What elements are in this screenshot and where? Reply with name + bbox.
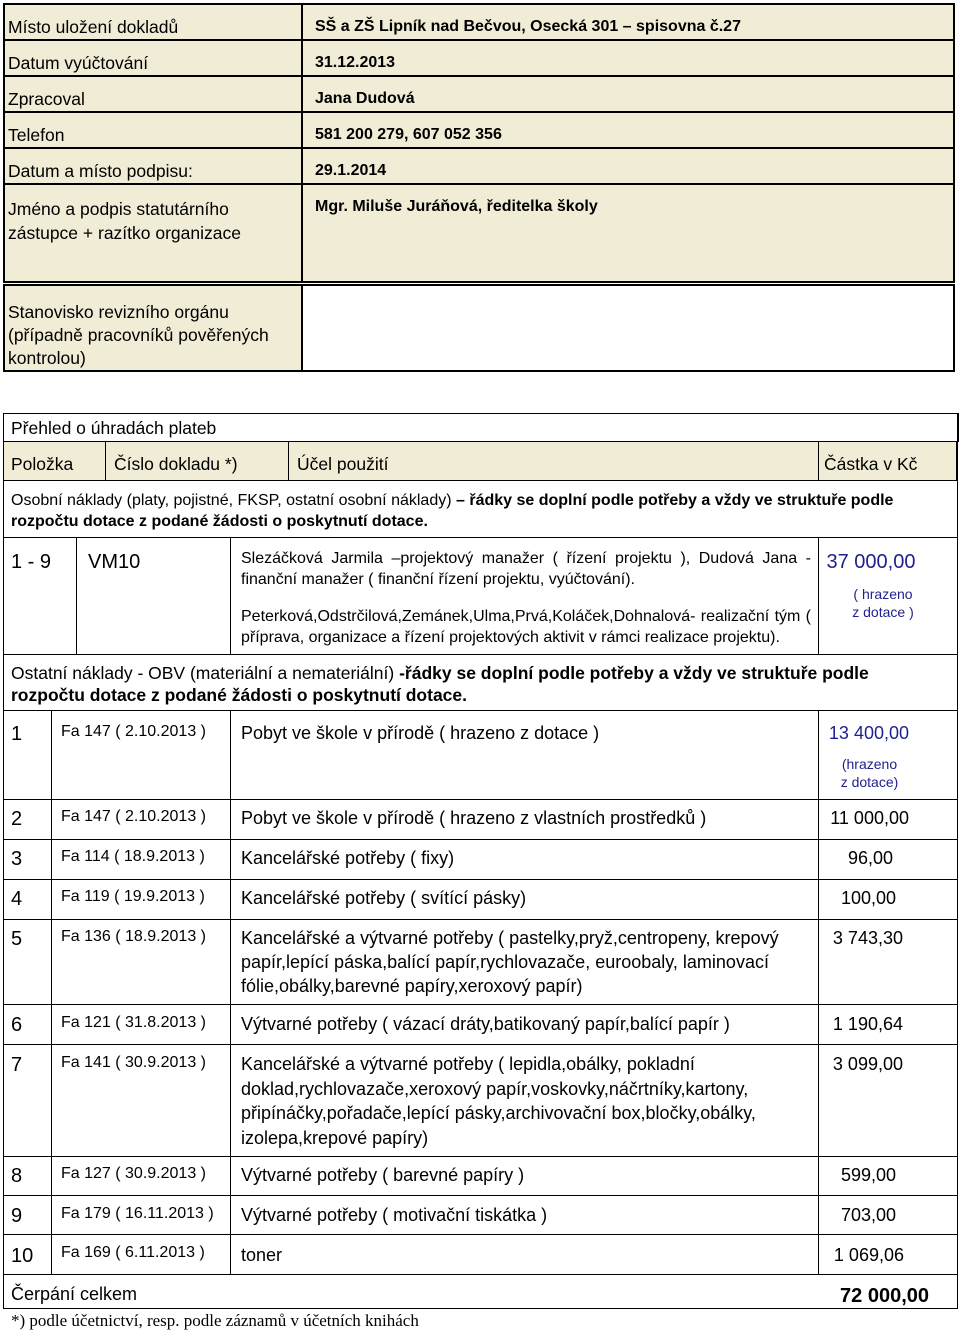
row-separator <box>3 1156 958 1157</box>
item-ucel: Kancelářské potřeby ( fixy) <box>241 848 455 868</box>
row-divider <box>51 1004 52 1044</box>
item-ucel: Kancelářské a výtvarné potřeby ( pastelky,pryž,centropeny, krepový papír,lepící páska,balící papír,rychlovazače, euroobaly, laminovací fólie,obálky,barevné papíry,xeroxový papír) <box>241 928 779 996</box>
osobni-polozka: 1 - 9 <box>11 551 52 573</box>
item-ucel: Výtvarné potřeby ( motivační tiskátka ) <box>241 1205 548 1225</box>
row-separator <box>3 1195 958 1196</box>
row-divider <box>230 919 231 1004</box>
telefon-label-cell <box>4 112 302 148</box>
telefon-label: Telefon <box>8 125 65 145</box>
zpracoval-label-cell <box>4 76 302 112</box>
item-cislo: Fa 119 ( 19.9.2013 ) <box>61 888 205 905</box>
item-polozka: 6 <box>11 1014 23 1036</box>
col-ucel: Účel použití <box>297 454 389 474</box>
item-ucel: Kancelářské a výtvarné potřeby ( lepidla,obálky, pokladní doklad,rychlovazače,xeroxový papír,voskovky,náčrtníky,kartony, připínáčky,pořadače,lepící pásky,archivovační box,bločky,obálky, izolepa,krepové papíry) <box>241 1054 756 1148</box>
item-polozka: 8 <box>11 1165 23 1187</box>
row-divider <box>230 537 231 654</box>
item-ucel: Pobyt ve škole v přírodě ( hrazeno z dotace ) <box>241 723 600 743</box>
item-castka: 703,00 <box>840 1205 896 1225</box>
item-castka: 3 743,30 <box>832 928 903 948</box>
osobni-intro <box>11 491 941 533</box>
item-castka-note-2: z dotace) <box>840 774 899 790</box>
row-divider <box>51 1156 52 1195</box>
item-castka-note-1: (hrazeno <box>841 756 898 772</box>
stanovisko-value-cell <box>302 285 954 371</box>
header-divider <box>818 441 819 481</box>
item-castka: 100,00 <box>840 888 896 908</box>
row-separator <box>3 919 958 920</box>
row-divider <box>76 537 77 654</box>
stanovisko-line3: kontrolou) <box>8 348 86 368</box>
item-polozka: 10 <box>11 1245 34 1267</box>
table-bottom <box>3 1308 958 1309</box>
item-cislo: Fa 179 ( 16.11.2013 ) <box>61 1205 214 1222</box>
stanovisko-table <box>3 284 955 372</box>
row-divider <box>51 879 52 919</box>
item-polozka: 4 <box>11 888 23 910</box>
row-separator <box>3 1044 958 1045</box>
row-divider <box>230 1044 231 1156</box>
zpracoval-value: Jana Dudová <box>315 90 415 107</box>
ostatni-intro-bold: -řádky se doplní podle potřeby a vždy ve struktuře podle rozpočtu dotace z podané žádosti o poskytnutí dotace. <box>11 663 869 705</box>
statutar-value-cell <box>302 184 954 282</box>
item-ucel: toner <box>241 1245 283 1265</box>
statutar-label-line1: Jméno a podpis statutárního <box>8 199 229 219</box>
osobni-ucel-1: Slezáčková Jarmila –projektový manažer ( řízení projektu ), Dudová Jana - finanční manažer ( finanční řízení projektu, vyúčtování). <box>241 550 811 588</box>
item-castka: 1 190,64 <box>832 1014 903 1034</box>
row-divider <box>51 1234 52 1274</box>
misto-value: SŠ a ZŠ Lipník nad Bečvou, Osecká 301 – spisovna č.27 <box>315 18 741 35</box>
stanovisko-line2: (případně pracovníků pověřených <box>8 325 269 345</box>
osobni-intro-bold: – řádky se doplní podle potřeby a vždy ve struktuře podle rozpočtu dotace z podané žádosti o poskytnutí dotace. <box>11 492 894 530</box>
ostatni-intro-normal: Ostatní náklady - OBV (materiální a nemateriální) <box>11 663 400 683</box>
item-castka: 599,00 <box>840 1165 896 1185</box>
row-divider <box>51 799 52 839</box>
row-separator <box>3 1004 958 1005</box>
row-separator <box>3 710 958 711</box>
row-separator <box>3 1274 958 1275</box>
osobni-cislo: VM10 <box>88 551 141 573</box>
item-cislo: Fa 121 ( 31.8.2013 ) <box>61 1014 206 1031</box>
item-polozka: 3 <box>11 848 23 870</box>
item-ucel: Kancelářské potřeby ( svítící pásky) <box>241 888 527 908</box>
misto-value-cell <box>302 4 954 40</box>
stanovisko-line1: Stanovisko revizního orgánu <box>8 302 229 322</box>
osobni-castka: 37 000,00 <box>826 551 916 573</box>
row-divider <box>51 839 52 879</box>
row-divider <box>230 839 231 879</box>
statutar-label-line2: zástupce + razítko organizace <box>8 223 241 243</box>
item-polozka: 5 <box>11 928 23 950</box>
item-polozka: 1 <box>11 723 23 745</box>
total-label: Čerpání celkem <box>11 1284 138 1304</box>
item-cislo: Fa 169 ( 6.11.2013 ) <box>61 1244 205 1261</box>
item-ucel: Výtvarné potřeby ( barevné papíry ) <box>241 1165 525 1185</box>
item-castka: 1 069,06 <box>833 1245 904 1265</box>
row-divider <box>230 799 231 839</box>
datum-value: 31.12.2013 <box>315 54 396 71</box>
table-border-left <box>3 413 4 1309</box>
row-divider <box>51 710 52 799</box>
osobni-castka-note-2: z dotace ) <box>852 604 914 620</box>
footnote: *) podle účetnictví, resp. podle záznamů v účetních knihách <box>11 1311 419 1330</box>
podpis-label-cell <box>4 148 302 184</box>
row-divider <box>230 879 231 919</box>
row-divider <box>51 1195 52 1234</box>
item-castka: 96,00 <box>847 848 893 868</box>
zpracoval-value-cell <box>302 76 954 112</box>
datum-label: Datum vyúčtování <box>8 53 149 73</box>
item-ucel: Pobyt ve škole v přírodě ( hrazeno z vlastních prostředků ) <box>241 808 707 828</box>
row-separator <box>3 799 958 800</box>
row-divider <box>230 1004 231 1044</box>
stanovisko-label-cell <box>4 285 302 371</box>
info-table <box>3 3 955 283</box>
header-divider <box>105 441 106 481</box>
osobni-castka-note-1: ( hrazeno <box>853 586 913 602</box>
item-cislo: Fa 114 ( 18.9.2013 ) <box>61 848 205 865</box>
item-castka: 3 099,00 <box>832 1054 903 1074</box>
item-polozka: 2 <box>11 808 23 830</box>
item-cislo: Fa 147 ( 2.10.2013 ) <box>61 723 206 740</box>
item-cislo: Fa 141 ( 30.9.2013 ) <box>61 1054 206 1071</box>
header-divider <box>288 441 289 481</box>
osobni-ucel-2: Peterková,Odstrčilová,Zemánek,Ulma,Prvá,Koláček,Dohnalová- realizační tým ( příprava, organizace a řízení projektových aktivit v rámci realizace projektu). <box>241 608 811 646</box>
statutar-value: Mgr. Miluše Juráňová, ředitelka školy <box>315 198 598 215</box>
podpis-value: 29.1.2014 <box>315 162 387 179</box>
datum-label-cell <box>4 40 302 76</box>
prehled-title: Přehled o úhradách plateb <box>11 418 217 438</box>
misto-label-cell <box>4 4 302 40</box>
item-polozka: 9 <box>11 1205 23 1227</box>
row-separator <box>3 654 958 655</box>
item-cislo: Fa 127 ( 30.9.2013 ) <box>61 1165 206 1182</box>
row-divider <box>230 1234 231 1274</box>
row-separator <box>3 879 958 880</box>
row-separator <box>3 537 958 538</box>
table-border-right <box>957 413 958 1309</box>
item-castka: 11 000,00 <box>830 808 909 828</box>
row-divider <box>51 1044 52 1156</box>
total-value: 72 000,00 <box>840 1285 929 1307</box>
item-cislo: Fa 147 ( 2.10.2013 ) <box>61 808 206 825</box>
telefon-value: 581 200 279, 607 052 356 <box>315 126 502 143</box>
item-ucel: Výtvarné potřeby ( vázací dráty,batikovaný papír,balící papír ) <box>241 1014 730 1034</box>
col-castka: Částka v Kč <box>824 454 918 474</box>
podpis-value-cell <box>302 148 954 184</box>
row-divider <box>230 710 231 799</box>
podpis-label: Datum a místo podpisu: <box>8 161 193 181</box>
row-separator <box>3 1234 958 1235</box>
row-divider <box>230 1156 231 1195</box>
row-separator <box>3 839 958 840</box>
telefon-value-cell <box>302 112 954 148</box>
osobni-intro-normal: Osobní náklady (platy, pojistné, FKSP, ostatní osobní náklady) <box>11 492 456 509</box>
col-cislo: Číslo dokladu *) <box>114 454 238 474</box>
statutar-label-cell <box>4 184 302 282</box>
misto-label: Místo uložení dokladů <box>8 17 179 37</box>
row-divider <box>51 919 52 1004</box>
ostatni-intro <box>11 662 946 706</box>
item-cislo: Fa 136 ( 18.9.2013 ) <box>61 928 206 945</box>
col-polozka: Položka <box>11 454 74 474</box>
datum-value-cell <box>302 40 954 76</box>
zpracoval-label: Zpracoval <box>8 89 85 109</box>
item-polozka: 7 <box>11 1054 23 1076</box>
row-divider <box>230 1195 231 1234</box>
item-castka: 13 400,00 <box>828 723 909 743</box>
